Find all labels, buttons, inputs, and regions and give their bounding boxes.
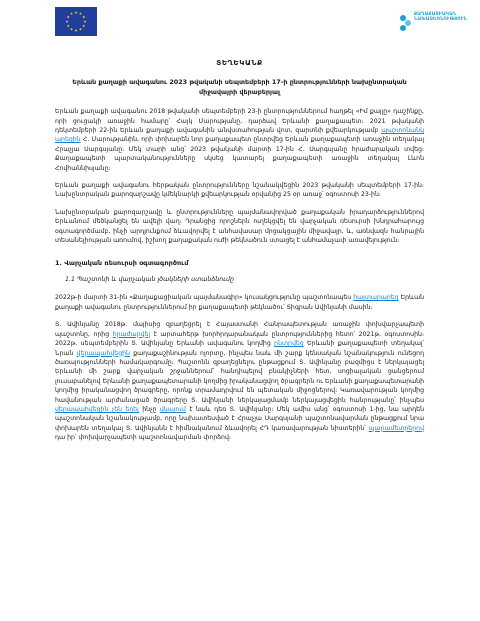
eu-flag-logo (55, 7, 97, 36)
link-assigned[interactable]: վերապահվեցին (76, 349, 130, 357)
paragraph-text: դա իր՝ փոխվարչապետի պաշտոնավարման փորձով։ (55, 434, 231, 442)
paragraph-text: է նաև դեռ Տ. Ավինյանը։ Մեկ ամիս անց՝ օգոստոսի 1-ից, նա արդեն պաշտոնական նշանակությամբ, որը նախատեսված է Հրաչյա Սարգսյանի պաշտոնավարման ընթացքում նրա փոխարեն տեղակալ Տ. Ավինյանն է հիմնականում ձևավորել ՀԴ կառավարության նիստերին՝ (55, 405, 425, 432)
link-resigned[interactable]: հրաժարվել (112, 330, 151, 338)
link-parameters[interactable]: պարամետրերով (368, 424, 424, 432)
org-logo (398, 8, 466, 40)
paragraph-text: Հ. Մարությանին, որի փոխարեն նոր քաղաքապետ ընտրվեց Երևան քաղաքապետի առաջին տեղակալ Հրաչյա Սարգսյանը։ Մեկ տարի անց՝ 2023 թվականի մարտի 17-ին Հ. Սարգսյանը հրաժարական տվեց։ Քաղաքապետի պարտականությունները սկսեց կատարել քաղաքապետի առաջին տեղակալ Լևոն Հովհաննիսյանը։ (55, 136, 424, 172)
paragraph-2: Երևան քաղաքի ավագանու հերթական ընտրությունները նշանակվեցին 2023 թվականի սեպտեմբերի 17-ին։ Նախընտրական քարոզարշավը կմեկնարկի քվեարկության օրվանից 25 օր առաջ՝ օգոստոսի 23-ին։ (55, 182, 424, 199)
link-elected[interactable]: ընտրվեց (274, 340, 304, 348)
link-not-assigned[interactable]: վերապահվեցին չեն եղել (55, 405, 139, 413)
paragraph-4 (55, 293, 424, 312)
link-testifies[interactable]: վկայում (159, 405, 186, 413)
subsection-heading: 1.1 Պաշտոնի և վարչական լծակների ստանձնումը (65, 276, 234, 284)
document-title: ՏԵՂԵԿԱՆՔ (216, 58, 263, 67)
org-logo-text: ՔԱՂԱՔԱՑԻԱԿԱՆ ՆԱԽԱՁԵՌՆՈՒԹՅՈՒՆ (414, 12, 467, 23)
paragraph-text: Երևան քաղաքի ավագանու ընտրություններում իր քաղաքապետի թեկնածու՝ Տիգրան Ավինյանի մասին։ (55, 294, 425, 311)
paragraph-text: Երևանի քաղաքապետի տեղակալ՝ Նրան (55, 340, 425, 357)
paragraph-text: Երևան քաղաքի ավագանու 2018 թվականի սեպտեմբերի 23-ի ընտրություններում հաղթել «Իմ քայլը» դաշինքը, որի ցուցակի առաջին համարը՝ Հայկ Մարությանը, դարձավ Երևանի քաղաքապետ։ 2021 թվականի դեկտեմբերի 22-ին Երևան քաղաքի ավագանին անվստահության վոտ, զարտնի քվեարկությամբ (55, 108, 424, 134)
link-announced[interactable]: հայտարարեց (353, 294, 399, 302)
paragraph-text: է արտահերթ խորհրդարանական ընտրություններից հետո՝ 2021թ. օգոստոսին։ 2022թ. սեպտեմբերին Տ. Ավինյանը Երևանի ավագանու կողմից (55, 330, 425, 348)
paragraph-text: ինչը (142, 405, 157, 413)
document-body (55, 58, 424, 451)
link-dismissed[interactable]: պաշտոնանկ արեցին (55, 127, 425, 144)
paragraph-1 (55, 107, 424, 173)
paragraph-text: Տ. Ավինյանը 2018թ. մայիսից զբաղեցրել է Հայաստանի Հանրապետության առաջին փոխվարչապետի պաշտոնը, որից (55, 321, 424, 338)
org-mark-icon (398, 14, 412, 32)
paragraph-text: 2022թ-ի մարտի 31-ին «Քաղաքացիական պայմանագիր» կուսակցությունը պաշտոնապես (55, 294, 352, 302)
paragraph-text: քաղաքաշինության ոլորտը, ինչպես նաև մի շարք կենսական նշանակություն ունեցող ծառայությունների համակարգումը։ Պաշտոնն զբաղեցնելու ընթացքում Տ. Ավինյանը բազմիցս է ներկայացել Երևանի մի շարք վարչական շրջաններում՝ հանդիպելով բնակիչների հետ, սոցիալական ցանցերում լուսաբանելով Երևանի քաղաքապետարանի կողմից իրականացվող ծրագրերն ու Երևանի քաղաքապետարանի կողմից իրականացվող ծրագրերը, որոնք տրամադրվում են պետական միջոցներով։ Կառավարության կողմից հավանության արժանացած ծրագրերը Տ. Ավինյանի ներկայացմամբ ներկայացվեցին հանրությանը՝ ինչպես (55, 349, 424, 404)
paragraph-3: Նախընտրական քարոզարշավը և ընտրությունները պայմանավորված քաղաքական իրադարձություններով Երևանում մեծկանցել են ավելի վաղ։ Դրանցից որոշներն ուղեկցվել են վարչական ռեսուրսի խնդրահարույց օգտագործմամբ, ինչի արդյունքում ձևավորվել է անհավասար մրցակցային միջավայր, և, առնվազն հանրային տեսանելիության առումով, իշխող քաղաքական ուժի թեկնածուն ստացել է անհամաչափ առավելություն։ (55, 208, 424, 245)
document-subtitle: Երևան քաղաքի ավագանու 2023 թվականի սեպտեմբերի 17-ի ընտրությունների նախընտրական միջավայրի վերաբերյալ (72, 78, 407, 96)
paragraph-5 (55, 320, 424, 442)
section-heading: 1. Վարչական ռեսուրսի օգտագործում (55, 259, 189, 268)
